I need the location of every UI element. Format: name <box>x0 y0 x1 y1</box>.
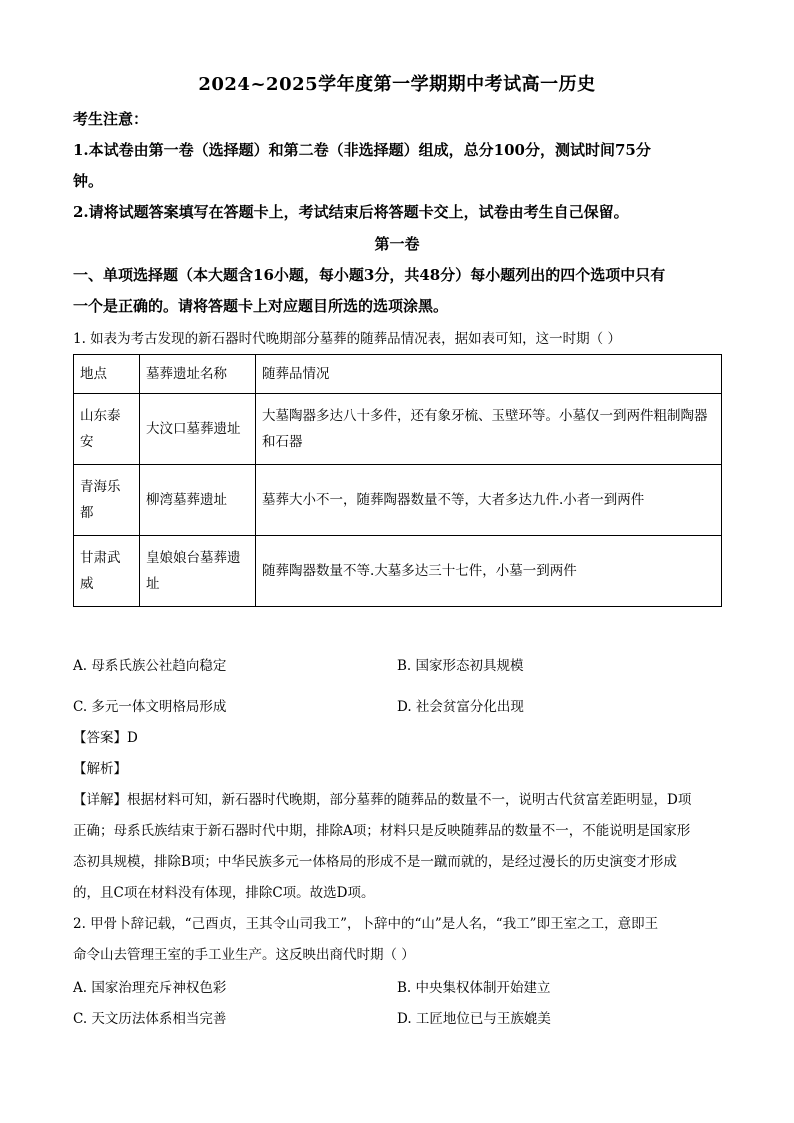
q1-detail-line: 的，且C项在材料没有体现，排除C项。故选D项。 <box>73 885 375 901</box>
q1-option-a: A. 母系氏族公社趋向稳定 <box>73 658 227 674</box>
table-header-cell: 墓葬遗址名称 <box>140 355 256 394</box>
q1-detail-line: 【详解】根据材料可知，新石器时代晚期，部分墓葬的随葬品的数量不一，说明古代贫富差距明显，D项 <box>73 792 692 808</box>
table-row <box>74 536 722 607</box>
q1-answer: 【答案】D <box>73 730 138 746</box>
q2-stem: 2. 甲骨卜辞记载，“己酉贞，王其令山司我工”，卜辞中的“山”是人名，“我工”即王室之工，意即王 <box>73 916 659 932</box>
table-header-cell: 随葬品情况 <box>256 355 722 394</box>
q2-option-a: A. 国家治理充斥神权色彩 <box>73 980 227 996</box>
q2-option-c: C. 天文历法体系相当完善 <box>73 1011 227 1027</box>
table-cell: 柳湾墓葬遗址 <box>140 465 256 536</box>
notice-item-1-cont: 钟。 <box>73 172 104 190</box>
table-cell: 随葬陶器数量不等.大墓多达三十七件，小墓一到两件 <box>256 536 722 607</box>
q1-detail-line: 正确；母系氏族结束于新石器时代中期，排除A项；材料只是反映随葬品的数量不一，不能说明是国家形 <box>73 823 691 839</box>
table-header-cell: 地点 <box>74 355 140 394</box>
exam-title: 2024~2025学年度第一学期期中考试高一历史 <box>198 74 596 95</box>
notice-item-2: 2.请将试题答案填写在答题卡上，考试结束后将答题卡交上，试卷由考生自己保留。 <box>73 203 629 221</box>
part1-instructions-cont: 一个是正确的。请将答题卡上对应题目所选的选项涂黑。 <box>73 297 449 315</box>
notice-item-1: 1.本试卷由第一卷（选择题）和第二卷（非选择题）组成，总分100分，测试时间75分 <box>73 141 651 159</box>
table-cell: 皇娘娘台墓葬遗址 <box>140 536 256 607</box>
q1-option-c: C. 多元一体文明格局形成 <box>73 699 227 715</box>
q1-table <box>73 354 722 607</box>
table-cell: 大汶口墓葬遗址 <box>140 394 256 465</box>
table-cell: 甘肃武威 <box>74 536 140 607</box>
table-header-row <box>74 355 722 394</box>
q1-analysis-label: 【解析】 <box>73 761 127 777</box>
q2-stem-cont: 命令山去管理王室的手工业生产。这反映出商代时期（ ） <box>73 947 415 963</box>
q1-detail-line: 态初具规模，排除B项；中华民族多元一体格局的形成不是一蹴而就的，是经过漫长的历史演变才形成 <box>73 854 677 870</box>
table-cell: 墓葬大小不一，随葬陶器数量不等，大者多达九件.小者一到两件 <box>256 465 722 536</box>
q2-option-d: D. 工匠地位已与王族媲美 <box>397 1011 551 1027</box>
table-cell: 山东泰安 <box>74 394 140 465</box>
table-cell: 大墓陶器多达八十多件，还有象牙梳、玉壁环等。小墓仅一到两件粗制陶器和石器 <box>256 394 722 465</box>
q2-option-b: B. 中央集权体制开始建立 <box>397 980 551 996</box>
notice-heading: 考生注意： <box>73 110 149 128</box>
table-row <box>74 465 722 536</box>
q1-stem: 1. 如表为考古发现的新石器时代晚期部分墓葬的随葬品情况表，据如表可知，这一时期（ ） <box>73 331 621 347</box>
part1-instructions: 一、单项选择题（本大题含16小题，每小题3分，共48分）每小题列出的四个选项中只有 <box>73 266 666 284</box>
q1-option-d: D. 社会贫富分化出现 <box>397 699 524 715</box>
table-cell: 青海乐都 <box>74 465 140 536</box>
q1-option-b: B. 国家形态初具规模 <box>397 658 524 674</box>
section-title: 第一卷 <box>374 235 420 253</box>
table-row <box>74 394 722 465</box>
